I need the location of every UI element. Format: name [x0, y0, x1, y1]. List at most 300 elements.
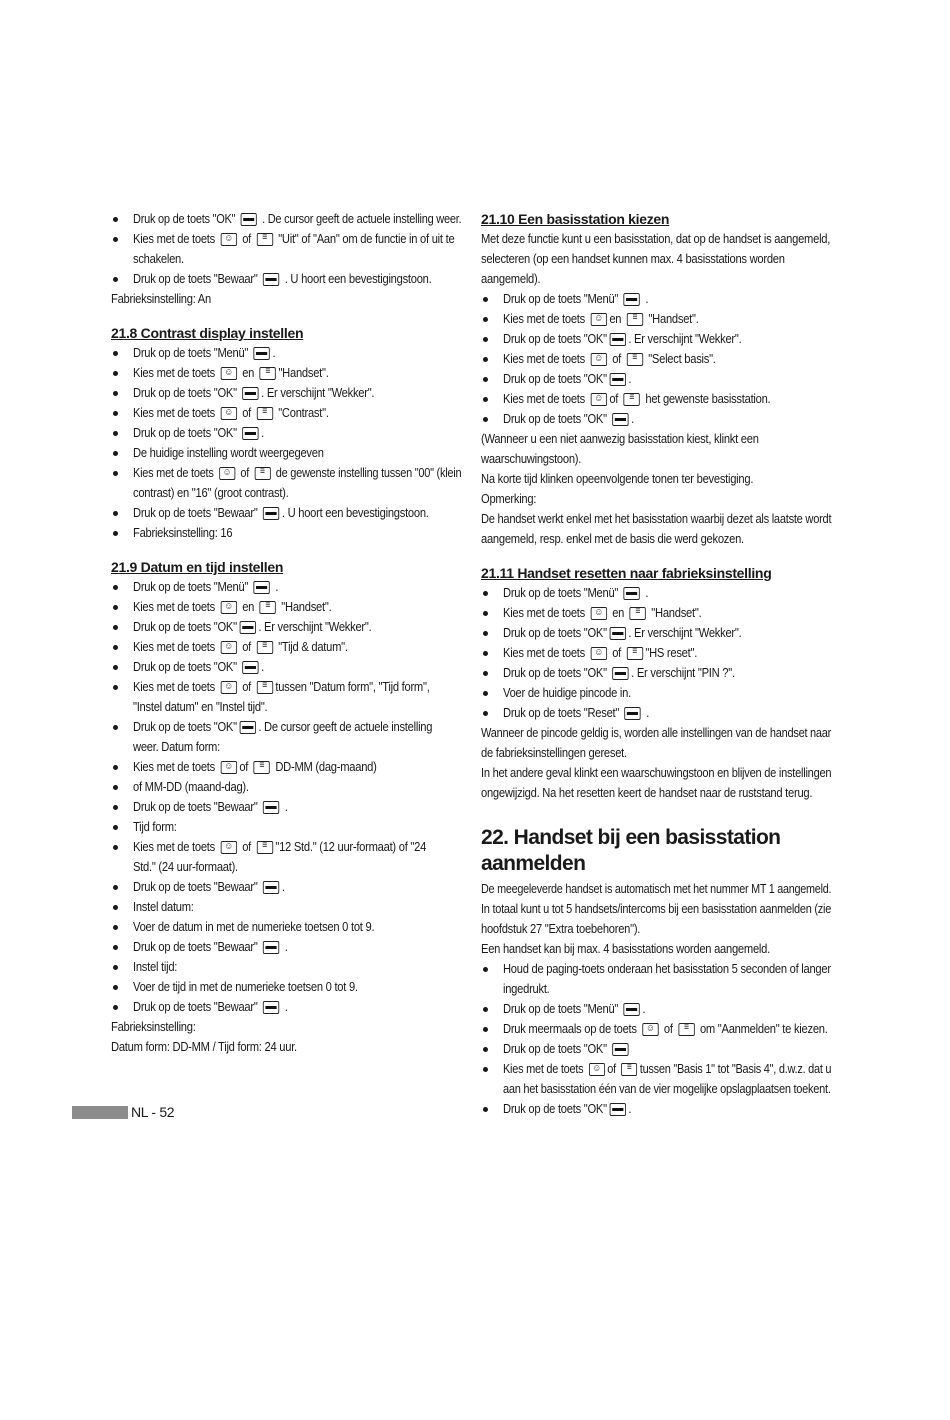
handset-key-icon [220, 761, 236, 774]
line-text [503, 603, 701, 623]
text-run: of [609, 645, 624, 660]
list-item-continuation [111, 737, 461, 757]
line-text [133, 637, 348, 657]
text-run: Druk op de toets "Menü" [503, 1001, 621, 1016]
menu-key-icon [263, 1001, 279, 1014]
menu-key-icon [263, 881, 279, 894]
phonebook-key-icon [256, 681, 272, 694]
text-run: "Tijd & datum". [275, 639, 348, 654]
line-text [133, 523, 232, 543]
text-run: Fabrieksinstelling: [111, 1019, 196, 1034]
list-item [111, 837, 461, 857]
list-item [481, 289, 831, 309]
line-text [481, 449, 581, 469]
text-run: Druk op de toets "OK" [133, 211, 239, 226]
text-run: Instel tijd: [133, 959, 178, 974]
paragraph-line [481, 489, 831, 509]
text-run: Druk op de toets "OK" [503, 331, 607, 346]
list-item-continuation [481, 1079, 831, 1099]
text-run: . [261, 659, 265, 674]
menu-key-icon [263, 801, 279, 814]
text-run: "HS reset". [645, 645, 698, 660]
phonebook-key-icon [260, 601, 276, 614]
list-item [481, 643, 831, 663]
list-item-continuation [481, 979, 831, 999]
menu-key-icon [624, 587, 640, 600]
text-run: . [643, 705, 650, 720]
line-text [133, 997, 288, 1017]
phonebook-key-icon [260, 367, 276, 380]
text-run: Druk op de toets "OK" [133, 619, 237, 634]
text-run: of [607, 1061, 619, 1076]
chapter-title: 22. Handset bij een basisstation aanmelden [481, 826, 781, 875]
list-item [481, 1039, 831, 1059]
line-text [503, 1039, 631, 1059]
left-column [111, 209, 461, 1057]
line-text [111, 1017, 196, 1037]
phonebook-key-icon [627, 313, 643, 326]
phonebook-key-icon [626, 353, 642, 366]
line-text [481, 723, 831, 743]
text-run: waarschuwingstoon). [481, 451, 582, 466]
list-item [111, 423, 461, 443]
text-run: . Er verschijnt "Wekker". [258, 619, 372, 634]
line-text [481, 509, 831, 529]
text-run: "Handset". [648, 605, 702, 620]
line-text [133, 837, 426, 857]
text-run: "Select basis". [645, 351, 716, 366]
text-run: of [239, 679, 254, 694]
text-run: Fabrieksinstelling: 16 [133, 525, 233, 540]
menu-key-icon [263, 507, 279, 520]
list-item [481, 703, 831, 723]
menu-key-icon [242, 661, 258, 674]
list-item [111, 403, 461, 423]
list-item [111, 877, 461, 897]
menu-key-icon [254, 581, 270, 594]
text-run: en [239, 365, 257, 380]
menu-key-icon [625, 707, 641, 720]
text-run: De huidige instelling wordt weergegeven [133, 445, 324, 460]
handset-key-icon [220, 641, 236, 654]
text-run: aangemeld, resp. enkel met de basis die werd gekozen. [481, 531, 744, 546]
line-text [503, 979, 550, 999]
text-run: en [609, 311, 625, 326]
line-text [133, 443, 324, 463]
text-run: de fabrieksinstellingen gereset. [481, 745, 627, 760]
text-run: tussen "Datum form", "Tijd form", [275, 679, 430, 694]
text-run: of [239, 839, 254, 854]
paragraph-line [111, 1017, 461, 1037]
list-item [481, 1059, 831, 1079]
line-text [133, 937, 288, 957]
text-run: "12 Std." (12 uur-formaat) of "24 [275, 839, 427, 854]
list-item [111, 997, 461, 1017]
text-run: . [642, 291, 649, 306]
text-run: . [281, 879, 285, 894]
line-text [503, 309, 699, 329]
handset-key-icon [220, 841, 236, 854]
text-run: . [281, 939, 288, 954]
phonebook-key-icon [254, 467, 270, 480]
text-run: . [281, 799, 288, 814]
handset-key-icon [590, 353, 606, 366]
text-run: . [272, 345, 276, 360]
text-run: Druk op de toets "Bewaar" [133, 939, 261, 954]
list-item [481, 309, 831, 329]
line-text [133, 677, 430, 697]
paragraph-line [481, 509, 831, 529]
line-text [133, 229, 454, 249]
list-item [481, 349, 831, 369]
section-heading: 21.8 Contrast display instellen [111, 325, 304, 341]
line-text [133, 503, 429, 523]
text-run: "Handset". [278, 599, 332, 614]
line-text [133, 249, 184, 269]
list-item [111, 817, 461, 837]
line-text [481, 763, 831, 783]
list-item [111, 577, 461, 597]
line-text [481, 429, 759, 449]
line-text [503, 999, 645, 1019]
footer-bar [72, 1106, 128, 1119]
list-item [111, 897, 461, 917]
menu-key-icon [239, 621, 255, 634]
text-run: . [272, 579, 279, 594]
phonebook-key-icon [256, 641, 272, 654]
text-run: Druk op de toets "Bewaar" [133, 999, 261, 1014]
list-item [111, 443, 461, 463]
line-text [133, 617, 371, 637]
text-run: aan het basisstation één van de vier mogelijke opslagplaatsen toekent. [503, 1081, 831, 1096]
line-text [503, 959, 831, 979]
line-text [133, 897, 194, 917]
line-text [133, 483, 288, 503]
list-item [481, 389, 831, 409]
text-run: . U hoort een bevestigingstoon. [281, 271, 432, 286]
list-item [481, 683, 831, 703]
list-item [111, 383, 461, 403]
handset-key-icon [219, 467, 235, 480]
paragraph-line [481, 743, 831, 763]
paragraph-line [481, 449, 831, 469]
line-text [133, 383, 374, 403]
menu-key-icon [239, 721, 255, 734]
text-run: Druk op de toets "Reset" [503, 705, 622, 720]
handset-key-icon [220, 601, 236, 614]
menu-key-icon [624, 293, 640, 306]
line-text [503, 349, 716, 369]
list-item [111, 797, 461, 817]
text-run: . Er verschijnt "Wekker". [628, 331, 742, 346]
line-text [133, 757, 377, 777]
handset-key-icon [590, 393, 606, 406]
line-text [111, 1037, 297, 1057]
text-run: . [628, 371, 632, 386]
text-run: of [661, 1021, 676, 1036]
phonebook-key-icon [256, 841, 272, 854]
menu-key-icon [609, 373, 625, 386]
text-run: Kies met de toets [503, 311, 588, 326]
text-run: In het andere geval klinkt een waarschuwingstoon en blijven de instellingen [481, 765, 832, 780]
line-text [503, 1079, 831, 1099]
list-item [111, 363, 461, 383]
text-run: Druk op de toets "OK" [133, 719, 237, 734]
text-run: Wanneer de pincode geldig is, worden alle instellingen van de handset naar [481, 725, 832, 740]
line-text [133, 697, 267, 717]
text-run: Instel datum: [133, 899, 194, 914]
text-run: Std." (24 uur-formaat). [133, 859, 238, 874]
text-run: . Er verschijnt "Wekker". [261, 385, 375, 400]
text-run: "Handset". [278, 365, 329, 380]
list-item-continuation [111, 697, 461, 717]
text-run: "Contrast". [275, 405, 329, 420]
line-text [133, 797, 288, 817]
text-run: . [642, 1001, 646, 1016]
text-run: schakelen. [133, 251, 184, 266]
text-run: Kies met de toets [133, 405, 218, 420]
line-text [503, 1059, 831, 1079]
text-run: Druk op de toets "Menü" [503, 585, 621, 600]
line-text [481, 529, 744, 549]
text-run: en [239, 599, 257, 614]
text-run: het gewenste basisstation. [642, 391, 771, 406]
list-item [111, 717, 461, 737]
text-run: aangemeld). [481, 271, 541, 286]
list-item [111, 269, 461, 289]
list-item [481, 663, 831, 683]
text-run: Druk op de toets "OK" [503, 1041, 610, 1056]
text-run: "Instel datum" en "Instel tijd". [133, 699, 268, 714]
list-item [481, 329, 831, 349]
list-item [111, 637, 461, 657]
handset-key-icon [590, 313, 606, 326]
menu-key-icon [609, 627, 625, 640]
handset-key-icon [590, 607, 606, 620]
menu-key-icon [612, 1043, 628, 1056]
list-item [111, 917, 461, 937]
text-run: Druk op de toets "OK" [503, 411, 610, 426]
list-item-continuation [111, 249, 461, 269]
menu-key-icon [242, 387, 258, 400]
line-text [503, 683, 631, 703]
line-text [133, 363, 329, 383]
menu-key-icon [609, 1103, 625, 1116]
paragraph-line [481, 919, 831, 939]
text-run: hoofdstuk 27 "Extra toebehoren"). [481, 921, 641, 936]
text-run: Druk op de toets "Menü" [133, 345, 251, 360]
text-run: Kies met de toets [133, 231, 218, 246]
text-run: Druk op de toets "Menü" [133, 579, 251, 594]
paragraph-line [481, 529, 831, 549]
paragraph-line [481, 229, 831, 249]
paragraph-line [481, 899, 831, 919]
list-item [111, 209, 461, 229]
text-run: Kies met de toets [133, 465, 217, 480]
menu-key-icon [263, 273, 279, 286]
list-item [111, 617, 461, 637]
text-run: Druk op de toets "OK" [133, 659, 240, 674]
handset-key-icon [220, 367, 236, 380]
text-run: of [239, 231, 254, 246]
paragraph-line [481, 469, 831, 489]
text-run: Druk op de toets "OK" [503, 1101, 607, 1116]
list-item [481, 959, 831, 979]
line-text [503, 703, 649, 723]
text-run: Opmerking: [481, 491, 537, 506]
text-run: . Er verschijnt "Wekker". [628, 625, 742, 640]
phonebook-key-icon [626, 647, 642, 660]
text-run: DD-MM (dag-maand) [272, 759, 377, 774]
text-run: Voer de datum in met de numerieke toetsen 0 tot 9. [133, 919, 375, 934]
text-run: Houd de paging-toets onderaan het basisstation 5 seconden of langer [503, 961, 831, 976]
line-text [133, 577, 278, 597]
paragraph-line [481, 249, 831, 269]
paragraph-line [111, 289, 461, 309]
line-text [503, 389, 770, 409]
line-text [481, 879, 831, 899]
line-text [503, 623, 741, 643]
list-item [111, 503, 461, 523]
text-run: Druk op de toets "OK" [133, 425, 240, 440]
line-text [133, 817, 177, 837]
menu-key-icon [241, 213, 257, 226]
page-number: NL - 52 [131, 1104, 175, 1120]
text-run: Kies met de toets [503, 1061, 587, 1076]
text-run: Kies met de toets [133, 839, 218, 854]
line-text [481, 249, 785, 269]
text-run: Fabrieksinstelling: An [111, 291, 211, 306]
text-run: Een handset kan bij max. 4 basisstations worden aangemeld. [481, 941, 770, 956]
phonebook-key-icon [678, 1023, 694, 1036]
text-run: tussen "Basis 1" tot "Basis 4", d.w.z. dat u [639, 1061, 832, 1076]
list-item [111, 597, 461, 617]
list-item [481, 999, 831, 1019]
menu-key-icon [612, 413, 628, 426]
paragraph-line [481, 879, 831, 899]
text-run: . [631, 411, 635, 426]
menu-key-icon [242, 427, 258, 440]
paragraph-line [481, 269, 831, 289]
line-text [133, 917, 374, 937]
text-run: en [609, 605, 627, 620]
text-run: of [609, 351, 624, 366]
list-item [111, 463, 461, 483]
line-text [503, 583, 648, 603]
text-run: Druk op de toets "Bewaar" [133, 271, 261, 286]
text-run: . U hoort een bevestigingstoon. [281, 505, 429, 520]
paragraph-line [481, 763, 831, 783]
phonebook-key-icon [621, 1063, 637, 1076]
phonebook-key-icon [254, 761, 270, 774]
line-text [503, 289, 648, 309]
menu-key-icon [263, 941, 279, 954]
list-item [111, 757, 461, 777]
line-text [481, 743, 627, 763]
list-item-continuation [111, 857, 461, 877]
text-run: Druk op de toets "Bewaar" [133, 505, 261, 520]
text-run: (Wanneer u een niet aanwezig basisstation kiest, klinkt een [481, 431, 759, 446]
text-run: Kies met de toets [503, 351, 588, 366]
text-run: . De cursor geeft de actuele instelling [258, 719, 433, 734]
text-run: De meegeleverde handset is automatisch met het nummer MT 1 aangemeld. [481, 881, 832, 896]
list-item [111, 343, 461, 363]
handset-key-icon [589, 1063, 605, 1076]
text-run: of MM-DD (maand-dag). [133, 779, 249, 794]
list-item [111, 777, 461, 797]
text-run: Druk meermaals op de toets [503, 1021, 640, 1036]
text-run: weer. Datum form: [133, 739, 220, 754]
line-text [133, 343, 275, 363]
line-text [481, 939, 770, 959]
line-text [481, 899, 831, 919]
list-item [481, 623, 831, 643]
line-text [133, 209, 461, 229]
text-run: de gewenste instelling tussen "00" (klein [272, 465, 462, 480]
line-text [133, 957, 177, 977]
text-run: Druk op de toets "OK" [503, 625, 607, 640]
text-run: De handset werkt enkel met het basisstation waarbij dezet als laatste wordt [481, 511, 832, 526]
line-text [133, 463, 461, 483]
text-run: . De cursor geeft de actuele instelling weer. [259, 211, 462, 226]
section-heading: 21.10 Een basisstation kiezen [481, 211, 670, 227]
phonebook-key-icon [630, 607, 646, 620]
right-column [481, 209, 831, 1119]
text-run: . [281, 999, 288, 1014]
line-text [133, 877, 285, 897]
text-run: . [642, 585, 649, 600]
text-run: Druk op de toets "OK" [503, 371, 607, 386]
text-run: "Handset". [645, 311, 699, 326]
text-run: . [628, 1101, 632, 1116]
line-text [111, 289, 211, 309]
menu-key-icon [624, 1003, 640, 1016]
page-footer [72, 1103, 174, 1121]
list-item [111, 677, 461, 697]
text-run: Kies met de toets [133, 679, 218, 694]
list-item [481, 583, 831, 603]
list-item-continuation [111, 483, 461, 503]
line-text [503, 1019, 828, 1039]
paragraph-line [481, 939, 831, 959]
list-item [481, 603, 831, 623]
line-text [503, 369, 631, 389]
text-run: ongewijzigd. Na het resetten keert de handset naar de ruststand terug. [481, 785, 813, 800]
line-text [133, 657, 264, 677]
handset-key-icon [220, 681, 236, 694]
text-run: Met deze functie kunt u een basisstation, dat op de handset is aangemeld, [481, 231, 831, 246]
text-run: Druk op de toets "OK" [133, 385, 240, 400]
list-item [111, 229, 461, 249]
list-item [481, 1019, 831, 1039]
phonebook-key-icon [256, 233, 272, 246]
list-item [111, 957, 461, 977]
line-text [133, 403, 329, 423]
list-item [481, 369, 831, 389]
menu-key-icon [612, 667, 628, 680]
text-run: Datum form: DD-MM / Tijd form: 24 uur. [111, 1039, 297, 1054]
handset-key-icon [220, 407, 236, 420]
text-run: Kies met de toets [133, 639, 218, 654]
paragraph-line [111, 1037, 461, 1057]
line-text [503, 329, 741, 349]
list-item [481, 1099, 831, 1119]
line-text [481, 783, 812, 803]
text-run: of [239, 405, 254, 420]
paragraph-line [481, 429, 831, 449]
list-item [111, 523, 461, 543]
line-text [481, 229, 830, 249]
